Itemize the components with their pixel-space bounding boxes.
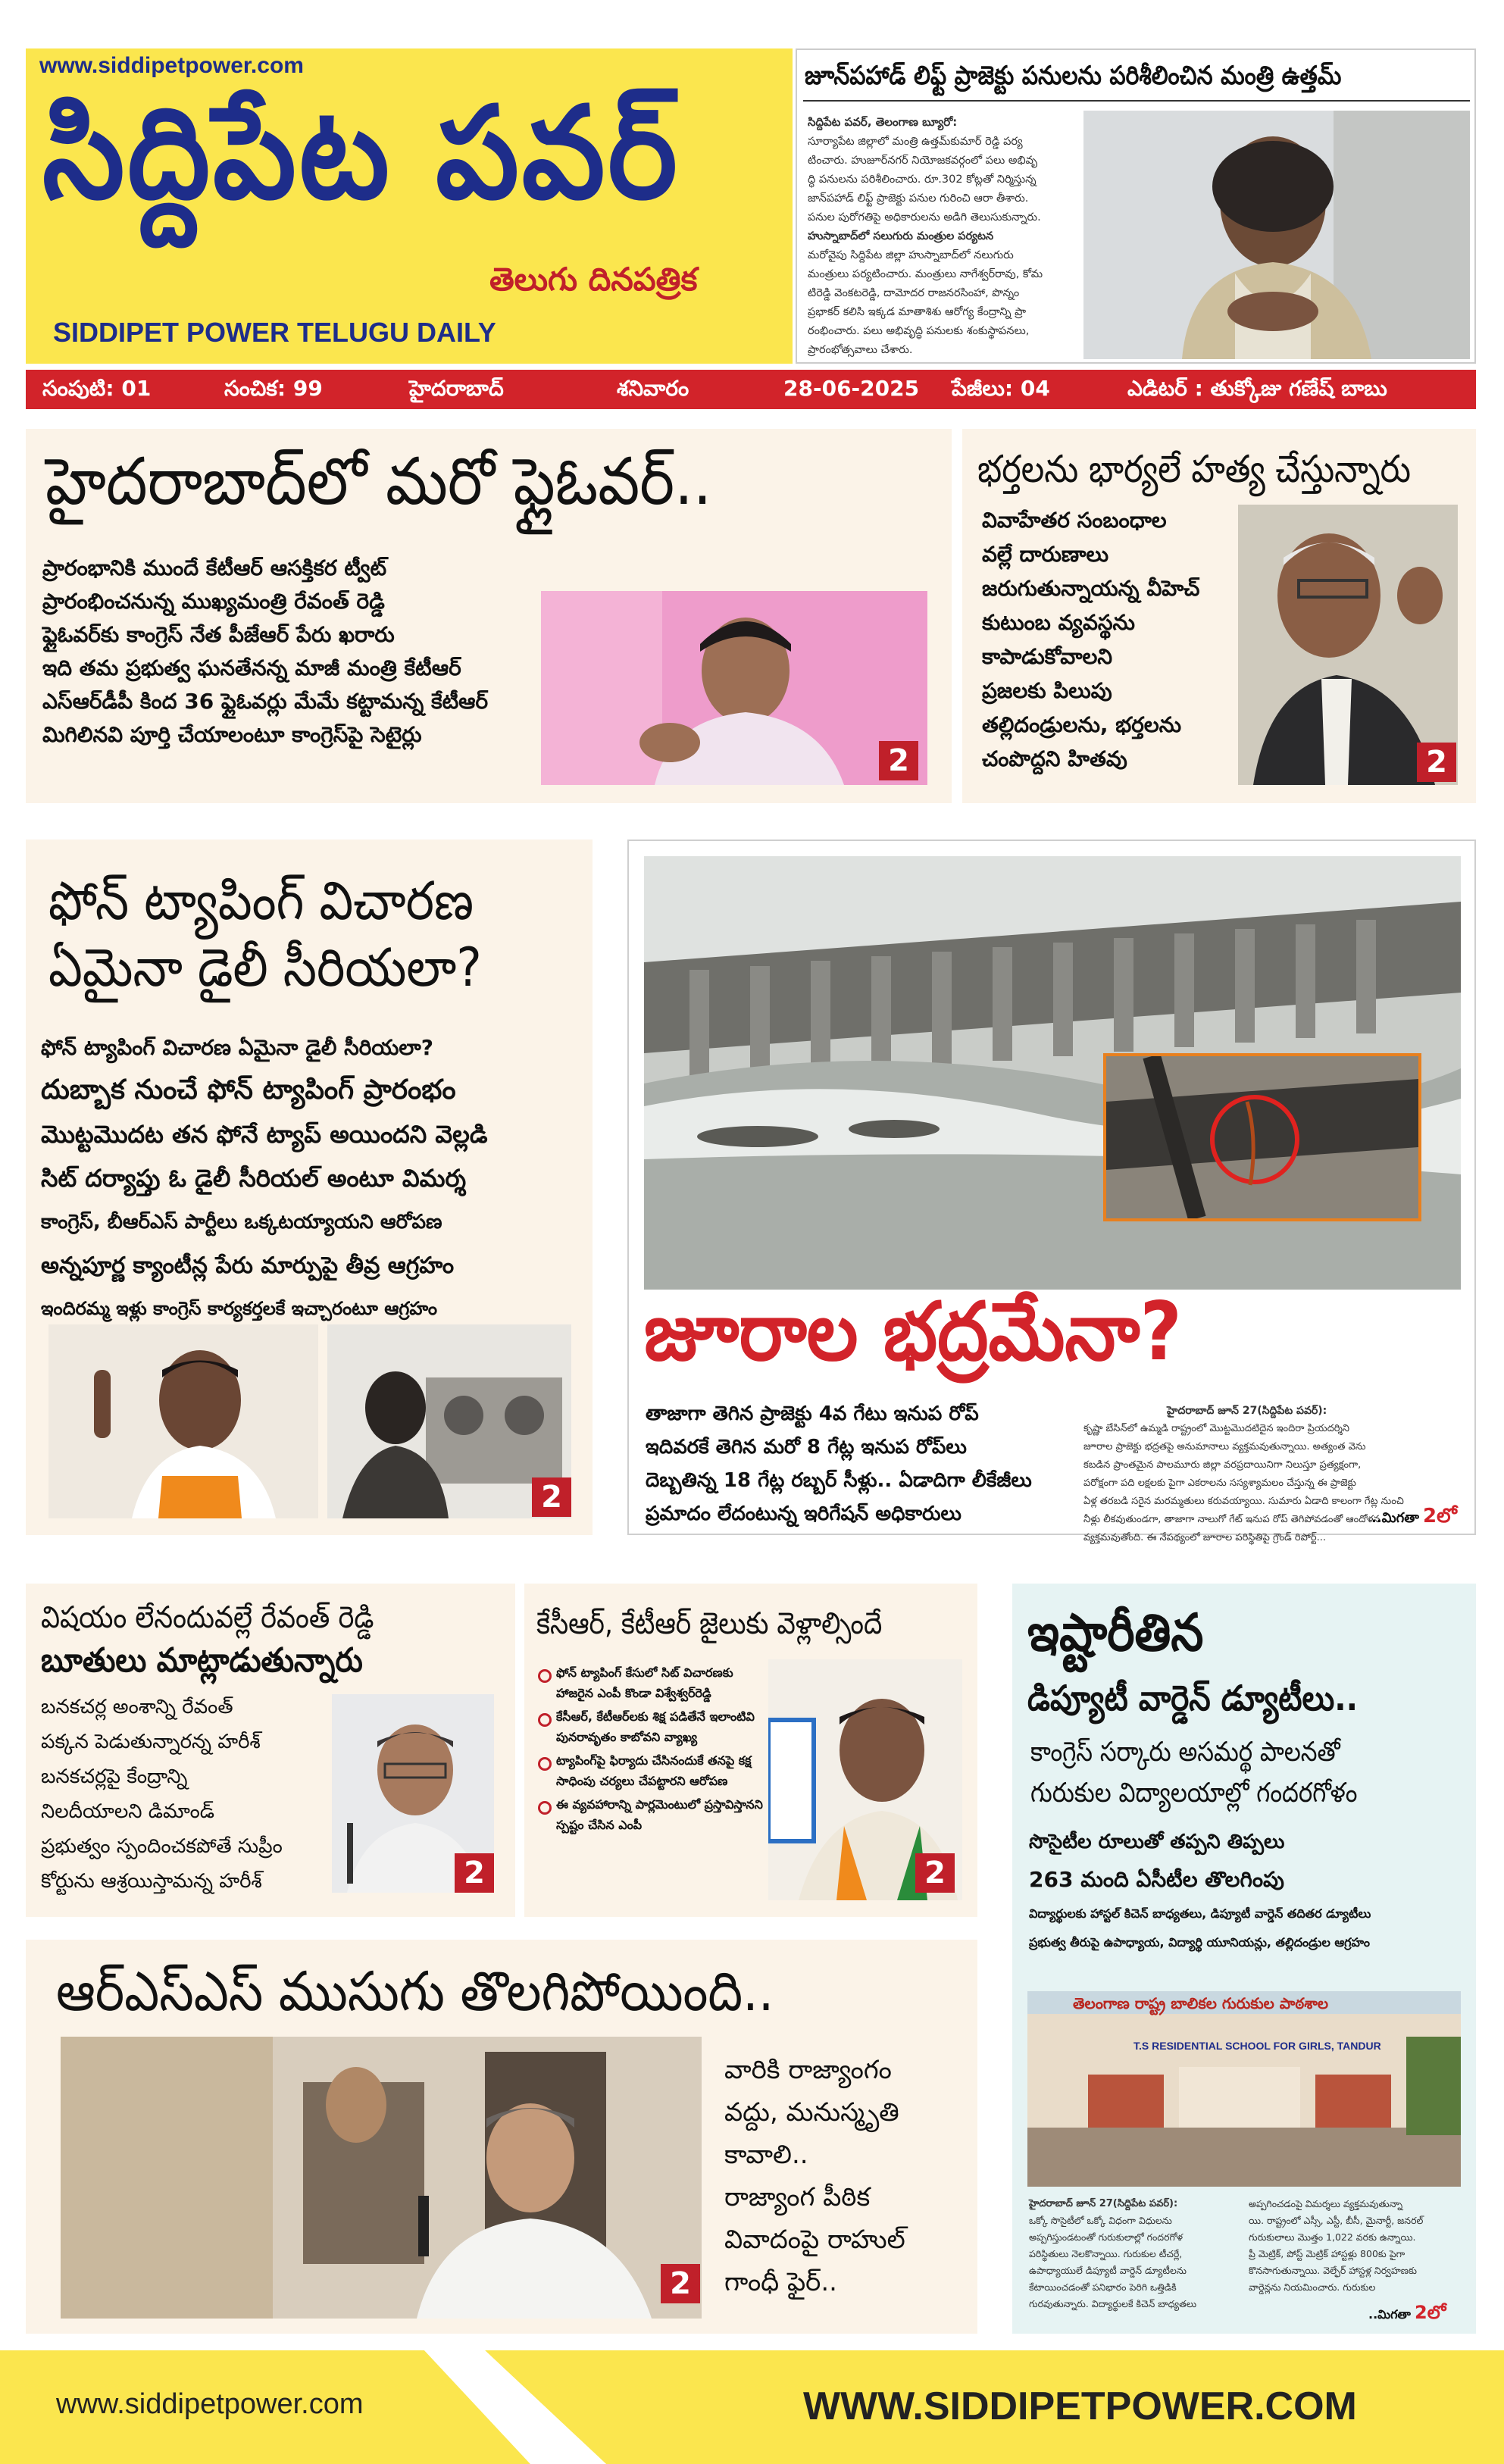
top-story-headline[interactable]: జూన్‌పహాడ్ లిఫ్ట్ ప్రాజెక్టు పనులను పరిశీలించిన మంత్రి ఉత్తమ్ [805,61,1342,91]
flyover-story [26,429,952,803]
top-story-line: సూర్యాపేట జిల్లాలో మంత్రి ఉత్తమ్‌కుమార్ రెడ్డి పర్య [808,136,1023,148]
school-sign-telugu: తెలంగాణ రాష్ట్ర బాలికల గురుకుల పాఠశాల [1073,1994,1329,2012]
jail-bullet [536,1750,773,1791]
footer [0,2350,1504,2464]
warden-point: విద్యార్థులకు హాస్టల్ కిచెన్ బాధ్యతలు, డిప్యూటీ వార్డెన్ తదితర డ్యూటీలు [1029,1906,1371,1921]
husbands-point: కుటుంబ వ్యవస్థను [982,610,1135,635]
jurala-bullets [646,1397,1032,1531]
husbands-point: కాపాడుకోవాలని [982,644,1113,669]
jurala-inset-photo [1103,1053,1421,1221]
jurala-bullet: దెబ్బతిన్న 18 గేట్ల రబ్బర్ సీళ్లు.. ఏడాదిగా లీకేజీలు [646,1469,1032,1492]
warden-body-line: ఉపాధ్యాయులే డిప్యూటీ వార్డెన్ డ్యూటీలను [1029,2265,1187,2276]
phone-tapping-point: సిట్ దర్యాప్తు ఓ డైలీ సీరియల్ అంటూ విమర్శ [41,1164,467,1193]
ktr-photo [541,591,927,785]
warden-point: 263 మంది ఏసీటీల తొలగింపు [1029,1867,1284,1892]
warden-headline-line2[interactable]: డిప్యూటీ వార్డెన్ డ్యూటీలు.. [1027,1678,1359,1718]
flyover-point: ఇది తమ ప్రభుత్వ ఘనతేనన్న మాజీ మంత్రి కేటీఆర్ [42,655,461,680]
husbands-page-badge[interactable]: 2 [1417,743,1456,782]
rss-point: వద్దు, మనుస్మృతి [724,2097,899,2128]
warden-subhead-line2: గురుకుల విద్యాలయాల్లో గందరగోళం [1030,1778,1358,1809]
footer-right-url[interactable]: WWW.SIDDIPETPOWER.COM [803,2384,1357,2428]
jurala-body-line: వ్యక్తమవుతోంది. ఈ నేపథ్యంలో జూరాల పరిస్థితిపై గ్రౌండ్ రిపోర్ట్... [1083,1532,1326,1543]
rss-headline[interactable]: ఆర్ఎస్ఎస్ ముసుగు తొలగిపోయింది.. [56,1959,774,2023]
phone-tapping-point: ఫోన్ ట్యాపింగ్ విచారణ ఏమైనా డైలీ సీరియలా? [41,1035,433,1060]
flyover-point: ప్రారంభానికి ముందే కేటీఆర్ ఆసక్తికర ట్వీట్ [42,555,387,580]
top-story-line: ప్రారంభోత్సవాలు చేశారు. [808,344,913,356]
jurala-bullet: ప్రమాదం లేదంటున్న ఇరిగేషన్ అధికారులు [646,1502,961,1525]
warden-dateline: హైదరాబాద్ జూన్ 27(సిద్దిపేట పవర్): [1029,2198,1178,2209]
rss-point: కావాలి.. [724,2140,808,2170]
flyover-point: ఫ్లైఓవర్‌కు కాంగ్రెస్ నేత పీజేఆర్ పేరు ఖరారు [42,622,395,647]
jurala-body-line: కృష్ణా బేసిన్‌లో ఉమ్మడి రాష్ట్రంలో మొట్టమొదటిదైన ఇందిరా ప్రియదర్శిని [1083,1423,1350,1434]
phone-tapping-headline-line1[interactable]: ఫోన్ ట్యాపింగ్ విచారణ [48,870,474,932]
flyover-point: ప్రారంభించనున్న ముఖ్యమంత్రి రేవంత్ రెడ్డి [42,589,385,614]
warden-point: సొసైటీల రూలుతో తప్పని తిప్పలు [1029,1831,1285,1853]
revanth-point: ప్రభుత్వం స్పందించకపోతే సుప్రీం [41,1835,283,1858]
phone-tapping-point: మొట్టమొదట తన ఫోనే ట్యాప్ అయిందని వెల్లడి [41,1120,488,1149]
top-story-line: ద్ధి పనులను పరిశీలించారు. రూ.302 కోట్లతో నిర్మిస్తున్న [808,174,1037,186]
warden-body-line: పరిస్థితులు నెలకొన్నాయి. గురుకుల టీచర్లే, [1029,2248,1183,2259]
warden-body-line: కేటాయించడంతో పనిభారం పెరిగి ఒత్తిడికి [1029,2281,1177,2293]
jurala-body-line: నీళ్లు లీకవుతుండగా, తాజాగా నాలుగో గేట్ ఇనుప రోప్ తెగిపోవడంతో ఆందోళన [1083,1514,1380,1525]
school-sign-english: T.S RESIDENTIAL SCHOOL FOR GIRLS, TANDUR [1133,2040,1381,2052]
top-story-text [808,112,1088,360]
ktr-photo-illustration [541,591,927,785]
husbands-point: చంపొద్దని హితవు [982,746,1127,771]
revanth-point: కోర్టును ఆశ్రయిస్తామన్న హరీశ్ [41,1870,262,1893]
subtitle-english: SIDDIPET POWER TELUGU DAILY [53,317,496,348]
husbands-point: ప్రజలకు పిలుపు [982,678,1112,703]
rss-point: రాజ్యాంగ పీఠిక [724,2182,871,2212]
info-editor: ఎడిటర్ : తుక్కోజు గణేష్ బాబు [1127,376,1387,401]
warden-body-line: కొనసాగుతున్నాయి. వెల్ఫేర్ హాస్టళ్ల నిర్వహణకు [1249,2265,1417,2276]
rss-points [724,2049,905,2303]
masthead [26,48,793,364]
revanth-point: నిలదీయాలని డిమాండ్ [41,1800,215,1823]
flyover-points [42,552,488,752]
revanth-point: బనకచర్లపై కేంద్రాన్ని [41,1765,188,1788]
top-story-line: ప్రభాకర్ కలిసి ఇక్కడ మాతాశిశు ఆరోగ్య కేంద్రాన్ని ప్రా [808,306,1027,318]
jail-story [524,1584,977,1917]
revanth-headline-line2[interactable]: బూతులు మాట్లాడుతున్నారు [41,1641,363,1680]
top-story-line: మంత్రులు పర్యటించారు. మంత్రులు నాగేశ్వర్‌రావు, కోమ [808,268,1043,280]
husbands-story [962,429,1476,803]
revanth-headline-line1[interactable]: విషయం లేనందువల్లే రేవంత్ రెడ్డి [41,1600,374,1635]
warden-body-col2 [1249,2196,1461,2296]
raghunandan-photo-illustration [48,1324,318,1518]
info-pages: పేజీలు: 04 [952,376,1050,401]
jurala-bullet: ఇదివరకే తెగిన మరో 8 గేట్ల ఇనుప రోప్‌లు [646,1436,967,1459]
warden-story [1012,1584,1476,2334]
revanth-points [41,1690,283,1899]
phone-tapping-points [41,1027,488,1329]
jurala-headline[interactable]: జూరాల భద్రమేనా? [644,1285,1182,1378]
footer-left-url[interactable]: www.siddipetpower.com [56,2388,364,2420]
rss-story [26,1940,977,2334]
school-photo [1027,1991,1461,2187]
warden-body-line: గురుకులాలు మొత్తం 1,022 వరకు ఉన్నాయి. [1249,2231,1416,2243]
jail-bullet-text: ఈ వ్యవహారాన్ని పార్లమెంటులో ప్రస్తావిస్తానని స్పష్టం చేసిన ఎంపీ [556,1797,763,1832]
warden-point: ప్రభుత్వ తీరుపై ఉపాధ్యాయ, విద్యార్థి యూనియన్లు, తల్లిదండ్రుల ఆగ్రహం [1029,1935,1370,1950]
jurala-continued-label: ..మిగతా [1371,1510,1419,1526]
warden-continued[interactable] [1368,2302,1446,2328]
warden-subhead-line1: కాంగ్రెస్ సర్కారు అసమర్థ పాలనతో [1030,1737,1340,1768]
revanth-page-badge[interactable]: 2 [455,1853,494,1893]
jail-headline[interactable]: కేసీఆర్, కేటీఆర్ జైలుకు వెళ్లాల్సిందే [536,1606,883,1641]
top-story-line: రంభించారు. పలు అభివృద్ధి పనులకు శంకుస్థాపనలు, [808,325,1030,337]
jurala-bullet: తాజాగా తెగిన ప్రాజెక్టు 4వ గేటు ఇనుప రోప్ [646,1402,979,1425]
jail-bullet [536,1794,773,1835]
warden-body-line: అప్పగిస్తుండటంతో గురుకులాల్లో గందరగోళ [1029,2231,1184,2243]
jail-bullets [536,1662,773,1835]
jurala-dam-photo [644,856,1461,1290]
top-story [796,48,1476,364]
phone-tapping-point: ఇందిరమ్మ ఇళ్లు కాంగ్రెస్ కార్యకర్తలకే ఇచ్చారంటూ ఆగ్రహం [41,1298,438,1319]
raghunandan-photo [48,1324,318,1518]
flyover-point: మిగిలినవి పూర్తి చేయాలంటూ కాంగ్రెస్‌పై సెటైర్లు [42,722,422,747]
warden-body-line: యి. రాష్ట్రంలో ఎస్సీ, ఎస్టీ, బీసీ, మైనార్టీ, జనరల్ [1249,2215,1424,2226]
website-top-link[interactable]: www.siddipetpower.com [39,53,304,78]
phone-tapping-headline-line2[interactable]: ఏమైనా డైలీ సీరియలా? [48,937,482,999]
warden-continued-page: 2లో [1415,2302,1446,2323]
husbands-points [982,503,1199,776]
top-story-line: టిరెడ్డి వెంకటరెడ్డి, దామోదర రాజనరసింహా, పొన్నం [808,287,1020,299]
husbands-point: జరుగుతున్నాయన్న వీహెచ్ [982,576,1200,601]
rss-page-badge[interactable]: 2 [661,2264,700,2303]
top-story-line: పనుల పురోగతిపై అధికారులను అడిగి తెలుసుకున్నారు. [808,211,1041,224]
newspaper-title: సిద్దిపేట పవర్ [42,79,680,227]
jail-bullet-text: కేసీఆర్, కేటీఆర్‌లకు శిక్ష పడితేనే ఇలాంటివి పునరావృతం కాబోవని వ్యాఖ్య [556,1709,755,1744]
flyover-point: ఎస్ఆర్‌డీపీ కింద 36 ఫ్లైఓవర్లు మేమే కట్టామన్న కేటీఆర్ [42,689,489,714]
jurala-dateline: హైదరాబాద్ జూన్ 27(సిద్దిపేట పవర్): [1167,1405,1327,1417]
top-story-line: మరోవైపు సిద్దిపేట జిల్లా హుస్నాబాద్‌లో నలుగురు [808,249,1014,261]
info-city: హైదరాబాద్ [409,376,504,401]
uttam-photo [1083,111,1470,359]
warden-body-line: ప్రీ మెట్రిక్, పోస్ట్ మెట్రిక్ హాస్టళ్లు 800కు పైగా [1249,2248,1406,2259]
warden-headline-line1[interactable]: ఇష్టారీతిన [1027,1603,1204,1663]
phone-tapping-point: అన్నపూర్ణ క్యాంటీన్ల పేరు మార్పుపై తీవ్ర ఆగ్రహం [41,1252,455,1279]
top-story-line: జాన్‌పహాడ్ లిఫ్ట్ ప్రాజెక్టు పనుల గురించి ఆరా తీశారు. [808,192,1029,205]
revanth-point: పక్కన పెడుతున్నారన్న హరీశ్ [41,1731,261,1753]
jurala-inset-illustration [1106,1056,1418,1218]
flyover-page-badge[interactable]: 2 [879,741,918,780]
rahul-photo [61,2037,702,2319]
flyover-headline[interactable]: హైదరాబాద్‌లో మరో ఫ్లైఓవర్.. [45,444,712,520]
jurala-body-line: జూరాల ప్రాజెక్టు భద్రతపై అనుమానాలు వ్యక్తమవుతున్నాయి. అత్యంత వెను [1083,1441,1366,1452]
subtitle-telugu: తెలుగు దినపత్రిక [489,261,698,298]
info-day: శనివారం [617,376,689,401]
warden-body-line: గురవుతున్నారు. విద్యార్థులకే కిచెన్ బాధ్యతలు [1029,2298,1197,2309]
jail-bullet-text: ఫోన్ ట్యాపింగ్ కేసులో సిట్ విచారణకు హాజరైన ఎంపీ కొండా విశ్వేశ్వర్‌రెడ్డి [556,1665,733,1700]
rss-point: వారికి రాజ్యాంగం [724,2055,892,2085]
info-bar [26,370,1476,409]
phone-tapping-story [26,840,593,1535]
rahul-photo-illustration [61,2037,702,2319]
warden-body-line: ఒక్కో సొసైటీలో ఒక్కో విధంగా విధులను [1029,2215,1172,2226]
phone-tapping-point: కాంగ్రెస్, బీఆర్ఎస్ పార్టీలు ఒక్కటయ్యాయని ఆరోపణ [41,1211,442,1234]
husbands-point: వివాహేతర సంబంధాల [982,508,1167,533]
jail-page-badge[interactable]: 2 [915,1853,955,1893]
warden-body-col1 [1029,2196,1241,2312]
info-volume: సంపుటి: 01 [42,376,152,401]
jurala-continued-page: 2లో [1422,1505,1457,1527]
top-story-line: టించారు. హుజూర్‌నగర్ నియోజకవర్గంలో పలు అభివృ [808,155,1038,167]
husbands-headline[interactable]: భర్తలను భార్యలే హత్య చేస్తున్నారు [977,447,1411,491]
top-story-dateline: సిద్దిపేట పవర్, తెలంగాణ బ్యూరో: [808,115,958,129]
jail-bullet [536,1706,773,1747]
warden-body-line: వార్డెన్లను నియమించారు. గురుకుల [1249,2281,1376,2293]
school-photo-illustration [1027,1991,1461,2187]
revanth-story [26,1584,515,1917]
jail-bullet [536,1662,773,1703]
top-story-line: హుస్నాబాద్‌లో సలుగురు మంత్రుల పర్యటన [808,230,994,242]
warden-body-line: అప్పగించడంపై విమర్శలు వ్యక్తమవుతున్నా [1249,2198,1403,2209]
husbands-point: తల్లిదండ్రులను, భర్తలను [982,712,1182,737]
jurala-continued[interactable] [1371,1505,1457,1532]
rss-point: వివాదంపై రాహుల్ [724,2225,905,2255]
revanth-point: బనకచర్ల అంశాన్ని రేవంత్ [41,1696,233,1718]
jurala-body-line: పరోక్షంగా పది లక్షలకు పైగా ఎకరాలను సస్యశ్యామలం చేస్తున్న ఈ ప్రాజెక్టు [1083,1477,1356,1489]
uttam-photo-illustration [1083,111,1470,359]
jurala-body-line: కబడిన ప్రాంతమైన పాలమూరు జిల్లా వరప్రదాయినిగా నిలుస్తూ ప్రత్యక్షంగా, [1083,1459,1362,1471]
warden-continued-label: ..మిగతా [1368,2307,1411,2322]
info-date: 28-06-2025 [783,376,920,401]
info-issue: సంచిక: 99 [224,376,323,401]
jurala-story [627,840,1476,1543]
jurala-body-line: ఏళ్ల తరబడి సరైన మరమ్మతులు కరువయ్యాయి. సుమారు ఏడాది కాలంగా గేట్ల నుంచి [1083,1496,1404,1507]
warden-points [1029,1823,1371,1956]
jail-bullet-text: ట్యాపింగ్‌పై ఫిర్యాదు చేసినందుకే తనపై కక్ష సాధింపు చర్యలు చేపట్టారని ఆరోపణ [556,1753,752,1788]
husbands-point: వల్లే దారుణాలు [982,542,1109,567]
rss-point: గాంధీ ఫైర్.. [724,2267,837,2297]
phone-tapping-point: దుబ్బాక నుంచే ఫోన్ ట్యాపింగ్ ప్రారంభం [41,1074,456,1105]
phone-tapping-page-badge[interactable]: 2 [532,1477,571,1517]
